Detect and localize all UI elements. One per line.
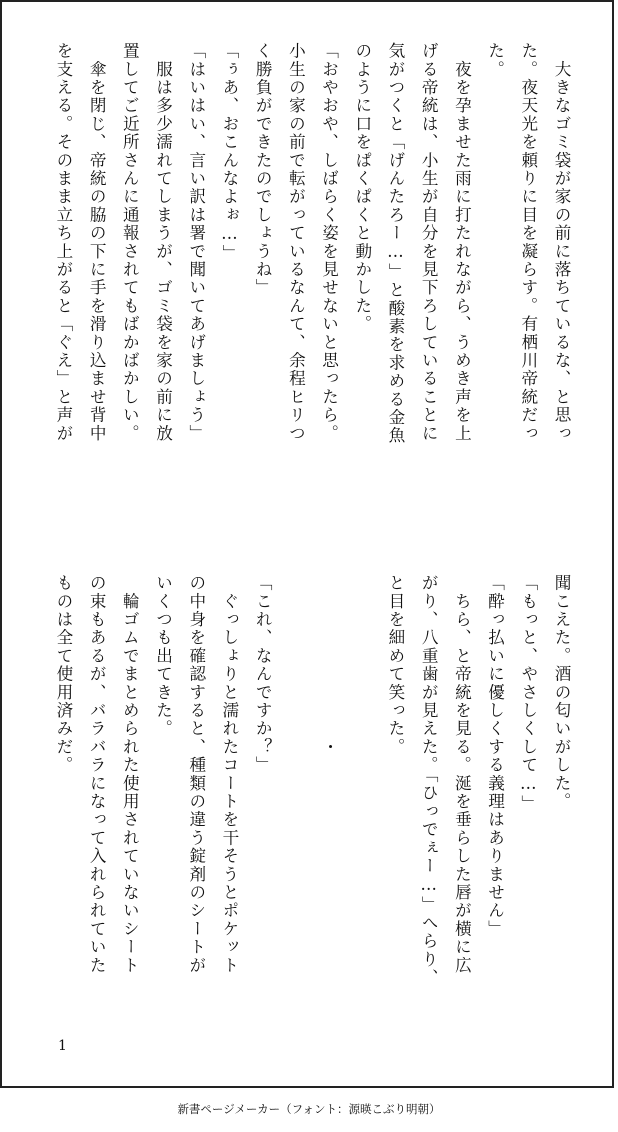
page-number: 1 (58, 1038, 67, 1054)
footer-caption: 新書ページメーカー（フォント：源暎こぶり明朝） (177, 1102, 441, 1116)
text-block-lower: 聞こえた。酒の匂いがした。 「もっと、やさしくして…」 「酔っ払いに優しくする義理はありません」 ちら、と帝統を見る。涎を垂らした唇が横に広 がり、八重歯が見えた。「ひっでぇー…」へらり、 と目を細めて笑った。 ・ 「これ、なんですか？」 ぐっしょりと濡れたコートを干そうとポケット の中身を確認すると、種類の違う錠剤のシートが いくつも出てきた。 輪ゴムでまとめられた使用されていないシート の束もあるが、バラバラになって入れられていた ものは全て使用済みだ。 (53, 574, 571, 987)
text-block-upper: 大きなゴミ袋が家の前に落ちているな、と思っ た。夜天光を頼りに目を凝らす。有栖川帝統だっ た。 夜を孕ませた雨に打たれながら、うめき声を上 げる帝統は、小生が自分を見下ろしていることに 気がつくと「げんたろー…」と酸素を求める金魚 のように口をぱくぱくと動かした。 「おやおや、しばらく姿を見せないと思ったら。 小生の家の前で転がっているなんて、余程ヒリつ く勝負ができたのでしょうね」 「ぅあ、おこんなよぉ…」 「はいはい、言い訳は署で聞いてあげましょう」 服は多少濡れてしまうが、ゴミ袋を家の前に放 置してご近所さんに通報されてもばかばかしい。 傘を閉じ、帝統の脇の下に手を滑り込ませ背中 を支える。そのまま立ち上がると「ぐえ」と声が (53, 42, 571, 445)
